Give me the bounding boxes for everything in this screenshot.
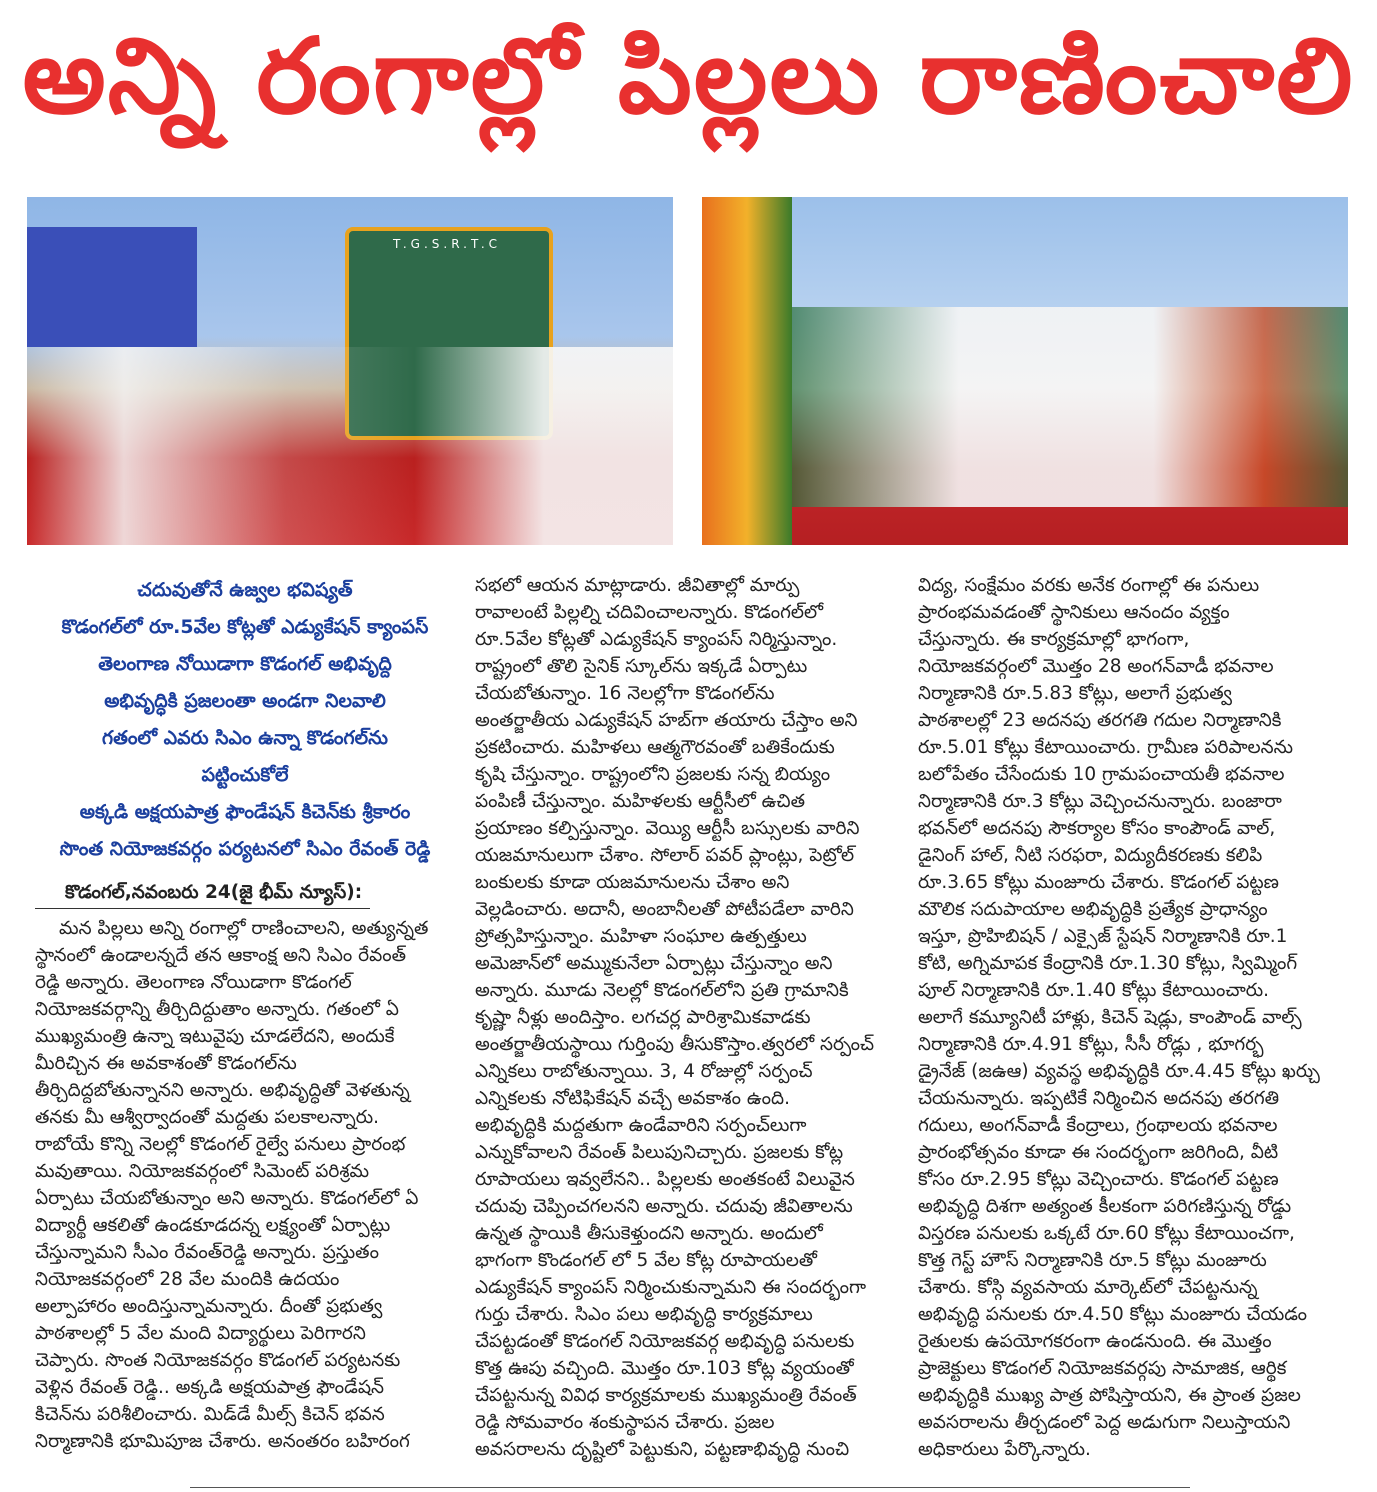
text-line: చేయనున్నారు. ఇప్పటికే నిర్మించిన అదనపు తరగతి bbox=[918, 1088, 1280, 1109]
text-line: ఏర్పాటు చేయబోతున్నాం అని అన్నారు. కొడంగల్‌లో ఏ bbox=[35, 1188, 419, 1209]
text-line: రాష్ట్రంలో తొలి సైనిక్ స్కూల్‌ను ఇక్కడే ఏర్పాటు bbox=[475, 656, 808, 677]
text-line: విస్తరణ పనులకు ఒక్కటే రూ.60 కోట్లు కేటాయించగా, bbox=[918, 1223, 1295, 1244]
text-line: కృషి చేస్తున్నాం. రాష్ట్రంలోని ప్రజలకు సన్న బియ్యం bbox=[475, 764, 831, 785]
subheading: అభివృద్ధికి ప్రజలంతా అండగా నిలవాలి bbox=[104, 690, 386, 712]
text-line: ఎన్నికలు రాబోతున్నాయి. 3, 4 రోజుల్లో సర్పంచ్ bbox=[475, 1061, 813, 1082]
photo-bus-flag-off bbox=[27, 197, 673, 545]
subheadings bbox=[35, 572, 455, 868]
text-line: రాబోయే కొన్ని నెలల్లో కొడంగల్ రైల్వే పనులు ప్రారంభ bbox=[35, 1134, 406, 1155]
text-line: ఎడ్యుకేషన్ క్యాంపస్ నిర్మించుకున్నామని ఈ సందర్భంగా bbox=[475, 1277, 866, 1298]
text-line: పాఠశాలల్లో 23 అదనపు తరగతి గదుల నిర్మాణానికి bbox=[918, 710, 1282, 731]
text-line: అభివృద్ధి దిశగా అత్యంత కీలకంగా పరిగణిస్తున్న రోడ్డు bbox=[918, 1196, 1292, 1217]
text-line: మీరిచ్చిన ఈ అవకాశంతో కొడంగల్‌ను bbox=[35, 1053, 297, 1074]
text-line: చెప్పారు. సొంత నియోజకవర్గం కొడంగల్ పర్యటనకు bbox=[35, 1350, 401, 1371]
text-line: పంపిణీ చేస్తున్నాం. మహిళలకు ఆర్టీసీలో ఉచిత bbox=[475, 791, 805, 812]
text-line: రెడ్డి సోమవారం శంకుస్థాపన చేశారు. ప్రజల bbox=[475, 1412, 775, 1433]
text-line: రూపాయలు ఇవ్వలేనని.. పిల్లలకు అంతకంటే విలువైన bbox=[475, 1169, 855, 1190]
text-line: చేపట్టడంతో కొడంగల్ నియోజకవర్గ అభివృద్ధి పనులకు bbox=[475, 1331, 855, 1352]
text-line: రెడ్డి అన్నారు. తెలంగాణ నోయిడాగా కొడంగల్ bbox=[35, 972, 352, 993]
subheading: కొడంగల్‌లో రూ.5వేల కోట్లతో ఎడ్యుకేషన్ క్యాంపస్ bbox=[61, 616, 429, 638]
article-column-1 bbox=[35, 572, 455, 1455]
text-line: అంతర్జాతీయస్థాయి గుర్తింపు తీసుకొస్తాం.త్వరలో సర్పంచ్ bbox=[475, 1034, 875, 1055]
text-line: అవసరాలను దృష్టిలో పెట్టుకుని, పట్టణాభివృద్ధి నుంచి bbox=[475, 1439, 850, 1460]
text-line: అభివృద్ధికి మద్దతుగా ఉండేవారిని సర్పంచ్‌లుగా bbox=[475, 1115, 807, 1136]
text-line: బంకులకు కూడా యజమానులను చేశాం అని bbox=[475, 872, 790, 893]
text-line: అవసరాలను తీర్చడంలో పెద్ద అడుగుగా నిలుస్తాయని bbox=[918, 1412, 1291, 1433]
text-line: ప్రయాణం కల్పిస్తున్నాం. వెయ్యి ఆర్టీసీ బస్సులకు వారిని bbox=[475, 818, 860, 839]
headline: అన్ని రంగాల్లో పిల్లలు రాణించాలి bbox=[22, 15, 1355, 137]
text-line: రావాలంటే పిల్లల్ని చదివించాలన్నారు. కొడంగల్‌లో bbox=[475, 602, 824, 623]
text-line: స్థానంలో ఉండాలన్నదే తన ఆకాంక్ష అని సిఎం రేవంత్ bbox=[35, 945, 407, 966]
column-1-body bbox=[35, 915, 455, 1455]
bus-plate: T.G.S.R.T.C bbox=[392, 237, 502, 251]
text-line: ప్రాజెక్టులు కొడంగల్ నియోజకవర్గపు సామాజిక, ఆర్థిక bbox=[918, 1358, 1287, 1379]
text-line: పూల్ నిర్మాణానికి రూ.1.40 కోట్లు కేటాయించారు. bbox=[918, 980, 1269, 1001]
text-line: కొత్త ఊపు వచ్చింది. మొత్తం రూ.103 కోట్ల వ్యయంతో bbox=[475, 1358, 854, 1379]
text-line: చేపట్టనున్న వివిధ కార్యక్రమాలకు ముఖ్యమంత్రి రేవంత్ bbox=[475, 1385, 857, 1406]
text-line: అమెజాన్‌లో అమ్ముకునేలా ఏర్పాట్లు చేస్తున్నాం అని bbox=[475, 953, 833, 974]
text-line: ఎన్నికలకు నోటిఫికేషన్ వచ్చే అవకాశం ఉంది. bbox=[475, 1088, 790, 1109]
subheading: చదువుతోనే ఉజ్వల భవిష్యత్ bbox=[137, 579, 353, 601]
text-line: సభలో ఆయన మాట్లాడారు. జీవితాల్లో మార్పు bbox=[475, 575, 800, 596]
photo-cm-ceremony bbox=[702, 197, 1348, 545]
text-line: ప్రోత్సహిస్తున్నాం. మహిళా సంఘాల ఉత్పత్తులు bbox=[475, 926, 807, 947]
text-line: పాఠశాలల్లో 5 వేల మంది విద్యార్థులు పెరిగారని bbox=[35, 1323, 366, 1344]
text-line: అన్నారు. మూడు నెలల్లో కొడంగల్‌లోని ప్రతి గ్రామానికి bbox=[475, 980, 849, 1001]
text-line: డైనింగ్ హాల్, నీటి సరఫరా, విద్యుదీకరణకు కలిపి bbox=[918, 845, 1263, 866]
text-line: ముఖ్యమంత్రి ఉన్నా ఇటువైపు చూడలేదని, అందుకే bbox=[35, 1026, 395, 1047]
text-line: అభివృద్ధికి ముఖ్య పాత్ర పోషిస్తాయని, ఈ ప్రాంత ప్రజల bbox=[918, 1385, 1301, 1406]
text-line: తనకు మీ ఆశ్వీర్వాదంతో మద్దతు పలకాలన్నారు. bbox=[35, 1107, 379, 1128]
text-line: భవన్‌లో అదనపు సౌకర్యాల కోసం కాంపౌండ్ వాల్, bbox=[918, 818, 1276, 839]
text-line: కిచెన్‌ను పరిశీలించారు. మిడ్‌డే మీల్స్ కిచెన్ భవన bbox=[35, 1404, 385, 1425]
subheading: గతంలో ఎవరు సిఎం ఉన్నా కొడంగల్‌ను bbox=[102, 727, 388, 749]
bottom-rule bbox=[190, 1487, 1190, 1488]
text-line: ఇస్తూ, ప్రొహిబిషన్ / ఎక్సైజ్ స్టేషన్ నిర్మాణానికి రూ.1 bbox=[918, 926, 1288, 947]
text-line: ప్రారంభమవడంతో స్థానికులు ఆనందం వ్యక్తం bbox=[918, 602, 1230, 623]
text-line: ప్రారంభోత్సవం కూడా ఈ సందర్భంగా జరిగింది, వీటి bbox=[918, 1142, 1279, 1163]
text-line: వెల్లడించారు. అదానీ, అంబానీలతో పోటీపడేలా వారిని bbox=[475, 899, 854, 920]
text-line: అలాగే కమ్యూనిటీ హాళ్లు, కిచెన్ షెడ్లు, కాంపౌండ్ వాల్స్ bbox=[918, 1007, 1302, 1028]
text-line: గుర్తు చేశారు. సిఎం పలు అభివృద్ధి కార్యక్రమాలు bbox=[475, 1304, 813, 1325]
text-line: నియోజకవర్గాన్ని తీర్చిదిద్దుతాం అన్నారు. గతంలో ఏ bbox=[35, 999, 399, 1020]
text-line: భాగంగా కొండంగల్ లో 5 వేల కోట్ల రూపాయలతో bbox=[475, 1250, 817, 1271]
text-line: అధికారులు పేర్కొన్నారు. bbox=[918, 1439, 1091, 1460]
text-line: రూ.5.01 కోట్లు కేటాయించారు. గ్రామీణ పరిపాలనను bbox=[918, 737, 1294, 758]
text-line: నియోజకవర్గంలో మొత్తం 28 అంగన్‌వాడీ భవనాల bbox=[918, 656, 1274, 677]
text-line: మౌలిక సదుపాయాల అభివృద్ధికి ప్రత్యేక ప్రాధాన్యం bbox=[918, 899, 1268, 920]
text-line: అంతర్జాతీయ ఎడ్యుకేషన్ హబ్‌గా తయారు చేస్తాం అని bbox=[475, 710, 858, 731]
text-line: చేయబోతున్నాం. 16 నెలల్లోగా కొడంగల్‌ను bbox=[475, 683, 775, 704]
crowd bbox=[792, 307, 1348, 507]
subheading: పట్టించుకోలే bbox=[201, 764, 289, 786]
text-line: నిర్మాణానికి రూ.3 కోట్లు వెచ్చించనున్నారు. బంజారా bbox=[918, 791, 1282, 812]
text-line: ఉన్నత స్థాయికి తీసుకెళ్తుందని అన్నారు. అందులో bbox=[475, 1223, 823, 1244]
text-line: కోటి, అగ్నిమాపక కేంద్రానికి రూ.1.30 కోట్లు, స్విమ్మింగ్ bbox=[918, 953, 1298, 974]
article-column-3 bbox=[918, 572, 1342, 1463]
text-line: మవుతాయి. నియోజకవర్గంలో సిమెంట్ పరిశ్రమ bbox=[35, 1161, 370, 1182]
text-line: నిర్మాణానికి భూమిపూజ చేశారు. అనంతరం బహిరంగ bbox=[35, 1431, 410, 1452]
text-line: నియోజకవర్గంలో 28 వేల మందికి ఉదయం bbox=[35, 1269, 340, 1290]
subheading: తెలంగాణ నోయిడాగా కొడంగల్ అభివృద్ది bbox=[98, 653, 392, 675]
subheading: అక్కడి అక్షయపాత్ర ఫౌండేషన్ కిచెన్‌కు శ్రీకారం bbox=[79, 801, 411, 823]
crowd bbox=[27, 347, 673, 545]
text-line: యజమానులుగా చేశాం. సోలార్ పవర్ ప్లాంట్లు, పెట్రోల్ bbox=[475, 845, 855, 866]
text-line: నిర్మాణానికి రూ.5.83 కోట్లు, అలాగే ప్రభుత్వ bbox=[918, 683, 1232, 704]
text-line: కృష్ణా నీళ్లు అందిస్తాం. లగచర్ల పారిశ్రామికవాడకు bbox=[475, 1007, 811, 1028]
text-line: కోసం రూ.2.95 కోట్లు వెచ్చించారు. కొడంగల్ పట్టణ bbox=[918, 1169, 1279, 1190]
text-line: ప్రకటించారు. మహిళలు ఆత్మగౌరవంతో బతికేందుకు bbox=[475, 737, 835, 758]
text-line: బలోపేతం చేసేందుకు 10 గ్రామపంచాయతీ భవనాల bbox=[918, 764, 1285, 785]
flower-garland bbox=[702, 197, 792, 545]
subheading: సొంత నియోజకవర్గం పర్యటనలో సిఎం రేవంత్ రెడ్డి bbox=[59, 838, 431, 860]
text-line: రైతులకు ఉపయోగకరంగా ఉండనుంది. ఈ మొత్తం bbox=[918, 1331, 1272, 1352]
text-line: ఎన్నుకోవాలని రేవంత్ పిలుపునిచ్చారు. ప్రజలకు కోట్ల bbox=[475, 1142, 844, 1163]
text-line: డ్రైనేజ్ (జఉఆ) వ్యవస్థ అభివృద్ధికి రూ.4.45 కోట్లు ఖర్చు bbox=[918, 1061, 1320, 1082]
text-line: కొత్త గెస్ట్ హౌస్ నిర్మాణానికి రూ.5 కోట్లు మంజూరు bbox=[918, 1250, 1267, 1271]
text-line: మన పిల్లలు అన్ని రంగాల్లో రాణించాలని, అత్యున్నత bbox=[59, 918, 429, 939]
text-line: విద్యార్థీ ఆకలితో ఉండకూడదన్న లక్ష్యంతో ఏర్పాట్లు bbox=[35, 1215, 391, 1236]
text-line: రూ.5వేల కోట్లతో ఎడ్యుకేషన్ క్యాంపస్ నిర్మిస్తున్నాం. bbox=[475, 629, 838, 650]
stage-canopy bbox=[27, 227, 197, 347]
text-line: చేశారు. కోస్గి వ్యవసాయ మార్కెట్‌లో చేపట్టనున్న bbox=[918, 1277, 1258, 1298]
text-line: చేస్తున్నారు. ఈ కార్యక్రమాల్లో భాగంగా, bbox=[918, 629, 1190, 650]
text-line: వెళ్లిన రేవంత్ రెడ్డి.. అక్కడి అక్షయపాత్ర ఫౌండేషన్ bbox=[35, 1377, 385, 1398]
text-line: విద్య, సంక్షేమం వరకు అనేక రంగాల్లో ఈ పనులు bbox=[918, 575, 1260, 596]
text-line: తీర్చిదిద్దబోతున్నానని అన్నారు. అభివృద్ధితో వెళతున్న bbox=[35, 1080, 410, 1101]
text-line: నిర్మాణానికి రూ.4.91 కోట్లు, సీసీ రోడ్లు , భూగర్భ bbox=[918, 1034, 1264, 1055]
article-column-2 bbox=[475, 572, 897, 1463]
byline: కొడంగల్,నవంబరు 24(జై భీమ్ న్యూస్): bbox=[35, 878, 370, 909]
text-line: గదులు, అంగన్‌వాడీ కేంద్రాలు, గ్రంథాలయ భవనాల bbox=[918, 1115, 1278, 1136]
text-line: అభివృద్ధి పనులకు రూ.4.50 కోట్లు మంజూరు చేయడం bbox=[918, 1304, 1308, 1325]
text-line: చదువు చెప్పించగలనని అన్నారు. చదువు జీవితాలను bbox=[475, 1196, 853, 1217]
text-line: రూ.3.65 కోట్లు మంజూరు చేశారు. కొడంగల్ పట్టణ bbox=[918, 872, 1279, 893]
text-line: చేస్తున్నామని సీఎం రేవంత్‌రెడ్డి అన్నారు. ప్రస్తుతం bbox=[35, 1242, 379, 1263]
text-line: అల్పాహారం అందిస్తున్నామన్నారు. దీంతో ప్రభుత్వ bbox=[35, 1296, 383, 1317]
